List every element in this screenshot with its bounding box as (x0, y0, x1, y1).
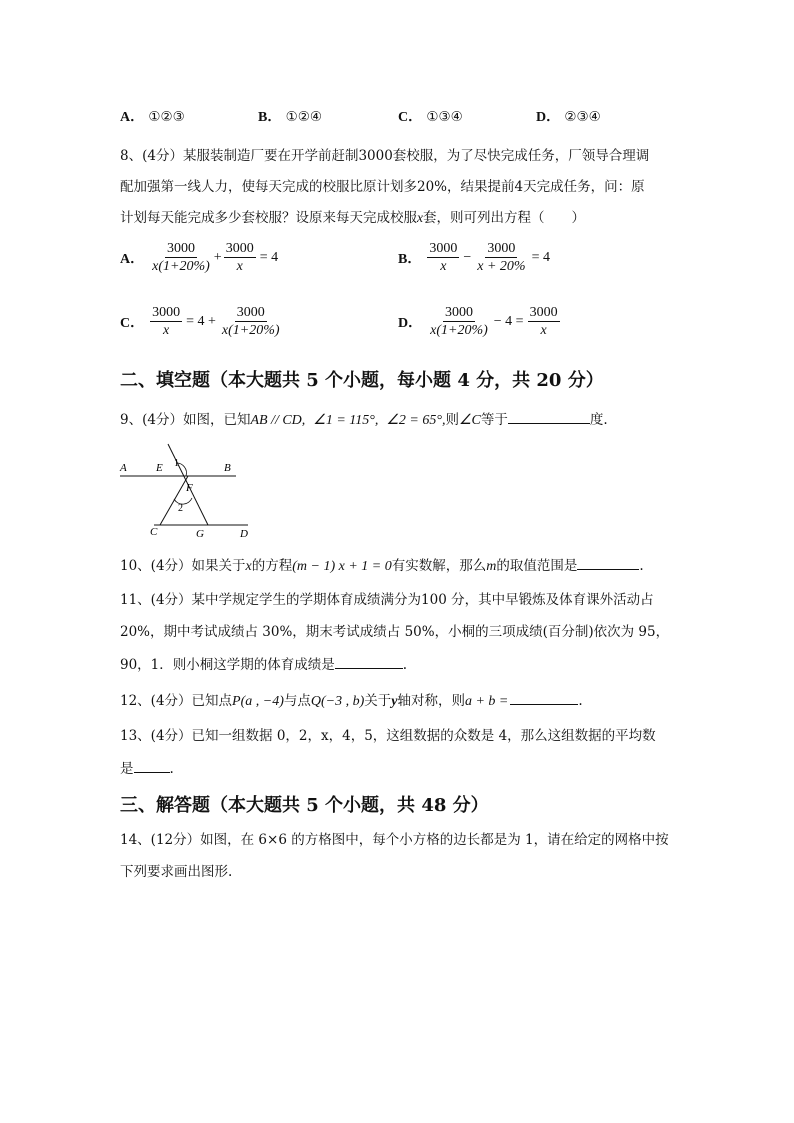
denominator: x + 20% (477, 259, 526, 274)
q10-prefix: 10、(4分）如果关于 (120, 558, 246, 574)
section-2-heading: 二、填空题（本大题共 5 个小题，每小题 4 分，共 20 分） (120, 370, 604, 391)
q11-line-1: 11、(4分）某中学规定学生的学期体育成绩满分为100 分，其中早锻炼及体育课外活动占 (120, 592, 654, 608)
option-letter: B． (258, 110, 282, 125)
denominator: x(1+20%) (152, 259, 210, 274)
q13-line-2-text: 是 (120, 761, 134, 777)
label-g: G (196, 528, 204, 540)
q11-line-3-text: 90，1．则小桐这学期的体育成绩是 (120, 657, 335, 673)
numerator: 3000 (166, 241, 195, 256)
fraction (475, 240, 527, 275)
q11-answer-blank[interactable] (335, 654, 403, 669)
q11-end: . (402, 657, 408, 673)
operator: + (213, 249, 222, 265)
q12-mid2: 关于 (364, 693, 392, 709)
fraction (150, 240, 212, 275)
numerator: 3000 (152, 305, 181, 320)
q7-option-a (120, 107, 185, 128)
option-letter: C． (398, 110, 423, 125)
q13-line-1: 13、(4分）已知一组数据 0，2，x，4，5，这组数据的众数是 4，那么这组数据的平均数 (120, 728, 656, 744)
q8-option-b (398, 240, 550, 275)
denominator: x(1+20%) (430, 323, 488, 338)
line-fc (160, 476, 188, 525)
label-d: D (240, 528, 248, 540)
fraction (224, 240, 256, 275)
var-y: y (391, 694, 398, 709)
q10-end: . (639, 558, 644, 574)
q9-suffix: 等于 (480, 412, 508, 428)
section-3-heading: 三、解答题（本大题共 5 个小题，共 48 分） (120, 795, 489, 816)
option-letter: A． (120, 110, 145, 125)
q11-line-2: 20%，期中考试成绩占 30%，期末考试成绩占 50%，小桐的三项成绩(百分制)依次为 95， (120, 624, 670, 640)
rhs: = 4 (531, 249, 550, 265)
q12-mid3: 轴对称，则 (397, 693, 465, 709)
denominator: x (163, 323, 170, 338)
q12-text (120, 690, 583, 712)
option-text: ①②③ (148, 109, 185, 125)
middle: = 4 + (186, 313, 216, 329)
q10-equation: (m − 1) x + 1 = 0 (292, 559, 392, 574)
operator: − (463, 249, 472, 265)
q8-line-3 (120, 208, 585, 228)
q13-line-2 (120, 758, 174, 779)
var-x: x (245, 559, 252, 574)
q11-line-3 (120, 654, 407, 675)
q10-mid1: 的方程 (251, 558, 293, 574)
fraction (428, 304, 490, 339)
option-text: ①②④ (285, 109, 322, 125)
label-c: C (150, 526, 158, 538)
q12-end: . (578, 693, 583, 709)
numerator: 3000 (236, 305, 265, 320)
q13-answer-blank[interactable] (134, 758, 170, 773)
var-x: x (417, 210, 423, 225)
var-m: m (486, 559, 497, 574)
middle: − 4 = (493, 313, 524, 329)
option-letter: A． (120, 251, 145, 267)
q14-line-1: 14、(12分）如图，在 6×6 的方格图中，每个小方格的边长都是为 1，请在给定的网格中按 (120, 832, 669, 848)
q8-line-2: 配加强第一线人力，使每天完成的校服比原计划多20%，结果提前4天完成任务，问：原 (120, 179, 645, 195)
numerator: 3000 (529, 305, 558, 320)
label-1: 1 (174, 458, 179, 469)
q9-parallel-lines-figure (116, 440, 256, 540)
numerator: 3000 (225, 241, 254, 256)
q12-prefix: 12、(4分）已知点 (120, 693, 233, 709)
q9-mid: 则 (445, 412, 459, 428)
q9-math-angle2: ∠2 = 65°, (386, 413, 446, 428)
numerator: 3000 (429, 241, 458, 256)
q9-end: 度. (589, 412, 608, 428)
q9-prefix: 9、(4分）如图，已知 (120, 412, 251, 428)
label-a: A (120, 462, 127, 474)
q10-mid2: 有实数解，那么 (391, 558, 487, 574)
q7-option-b (258, 107, 322, 128)
point-p: P(a , −4) (232, 694, 284, 709)
q8-line-1: 8、(4分）某服装制造厂要在开学前赶制3000套校服，为了尽快完成任务，厂领导合理调 (120, 148, 650, 164)
angle-2-arc (174, 498, 192, 504)
q8-option-d (398, 304, 560, 339)
label-b: B (224, 462, 231, 474)
q13-end: . (169, 761, 174, 777)
q10-answer-blank[interactable] (577, 555, 639, 570)
q7-option-c (398, 107, 463, 128)
fraction (427, 240, 459, 275)
q9-text (120, 409, 608, 431)
label-e: E (156, 462, 163, 474)
option-text: ①③④ (426, 109, 463, 125)
label-2: 2 (178, 503, 183, 514)
q10-suffix: 的取值范围是 (496, 558, 578, 574)
q12-mid1: 与点 (283, 693, 311, 709)
numerator: 3000 (487, 241, 516, 256)
q9-math-angle-c: ∠C (458, 413, 481, 428)
option-letter: C． (120, 315, 145, 331)
option-letter: B． (398, 251, 422, 267)
fraction (220, 304, 282, 339)
denominator: x (236, 259, 243, 274)
q7-option-d (536, 107, 601, 128)
q14-line-2: 下列要求画出图形. (120, 864, 233, 880)
option-text: ②③④ (564, 109, 601, 125)
q9-math-parallel: AB // CD, (250, 413, 306, 428)
q8-line-3-text: 计划每天能完成多少套校服？设原来每天完成校服 (120, 210, 417, 226)
fraction (528, 304, 560, 339)
q8-option-a (120, 240, 278, 275)
denominator: x (540, 323, 547, 338)
q12-expression: a + b = (464, 694, 509, 709)
q9-answer-blank[interactable] (508, 409, 590, 424)
q10-text (120, 555, 644, 577)
point-q: Q(−3 , b) (310, 694, 365, 709)
q8-line-3-end: 套，则可列出方程（ ） (423, 210, 585, 226)
q12-answer-blank[interactable] (510, 690, 578, 705)
q9-math-angle1: ∠1 = 115°, (313, 413, 379, 428)
denominator: x (440, 259, 447, 274)
option-letter: D． (536, 110, 561, 125)
numerator: 3000 (444, 305, 473, 320)
label-f: F (186, 482, 193, 494)
option-letter: D． (398, 315, 423, 331)
fraction (150, 304, 182, 339)
denominator: x(1+20%) (221, 323, 280, 338)
q8-option-c (120, 304, 282, 339)
rhs: = 4 (259, 249, 279, 265)
